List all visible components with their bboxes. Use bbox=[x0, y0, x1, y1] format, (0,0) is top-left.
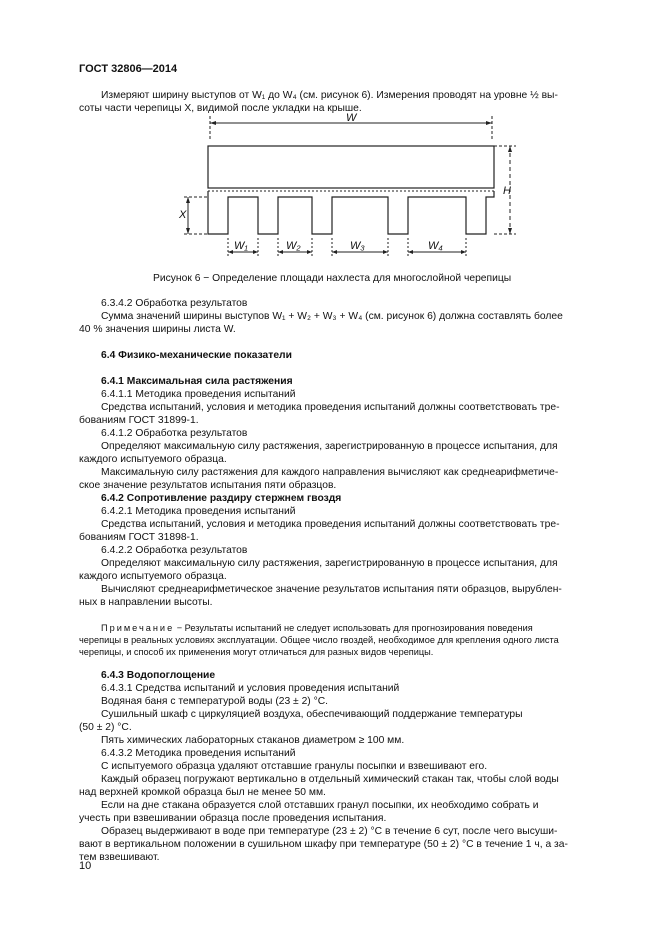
section-6432-p2-line-1: Каждый образец погружают вертикально в отдельный химический стакан так, чтобы слой воды bbox=[101, 774, 559, 785]
intro-line-2: соты части черепицы X, видимой после укладки на крыше. bbox=[79, 103, 362, 114]
section-6431-beakers: Пять химических лабораторных стаканов диаметром ≥ 100 мм. bbox=[101, 735, 405, 746]
note-line-1 bbox=[101, 622, 533, 634]
section-64-heading: 6.4 Физико-механические показатели bbox=[101, 350, 292, 361]
label-x: X bbox=[179, 209, 187, 221]
section-6342-line-1: Сумма значений ширины выступов W₁ + W₂ + W₃ + W₄ (см. рисунок 6) должна составлять более bbox=[101, 311, 563, 322]
label-w3: W₃ bbox=[350, 240, 365, 252]
section-6422-p1-line-2: каждого испытуемого образца. bbox=[79, 571, 227, 582]
section-6432-heading: 6.4.3.2 Методика проведения испытаний bbox=[101, 748, 296, 759]
figure-6-shingle-diagram bbox=[170, 112, 530, 262]
figure-caption: Рисунок 6 − Определение площади нахлеста для многослойной черепицы bbox=[153, 273, 512, 284]
section-6421-line-2: бованиям ГОСТ 31898-1. bbox=[79, 532, 199, 543]
note-line-3: черепицы, и способ их применения могут отличаться для разных видов черепицы. bbox=[79, 647, 434, 657]
page-number: 10 bbox=[79, 860, 92, 872]
section-6422-heading: 6.4.2.2 Обработка результатов bbox=[101, 545, 248, 556]
shingle-tabs-outline bbox=[208, 191, 494, 234]
label-w2: W₂ bbox=[286, 240, 301, 252]
section-641-heading: 6.4.1 Максимальная сила растяжения bbox=[101, 376, 293, 387]
section-6432-p2-line-2: над верхней кромкой образца был не менее 50 мм. bbox=[79, 787, 326, 798]
section-6422-p2-line-2: ных в направлении высоты. bbox=[79, 597, 213, 608]
section-6342-heading: 6.3.4.2 Обработка результатов bbox=[101, 298, 248, 309]
section-6431-water-bath: Водяная баня с температурой воды (23 ± 2) °C. bbox=[101, 696, 328, 707]
section-6411-line-2: бованиям ГОСТ 31899-1. bbox=[79, 415, 199, 426]
note-line-2: черепицы в реальных условиях эксплуатации. Общее число гвоздей, необходимое для крепления одного листа bbox=[79, 635, 559, 645]
section-6432-p1: С испытуемого образца удаляют отставшие гранулы посыпки и взвешивают его. bbox=[101, 761, 488, 772]
standard-header: ГОСТ 32806—2014 bbox=[79, 63, 178, 75]
section-6431-oven-line-1: Сушильный шкаф с циркуляцией воздуха, обеспечивающий поддержание температуры bbox=[101, 709, 523, 720]
section-6342-line-2: 40 % значения ширины листа W. bbox=[79, 324, 236, 335]
section-6412-heading: 6.4.1.2 Обработка результатов bbox=[101, 428, 248, 439]
section-6412-p1-line-2: каждого испытуемого образца. bbox=[79, 454, 227, 465]
section-6412-p2-line-1: Максимальную силу растяжения для каждого направления вычисляют как среднеарифметиче- bbox=[101, 467, 559, 478]
section-6432-p3-line-2: учесть при взвешивании образца после проведения испытания. bbox=[79, 813, 387, 824]
section-6412-p1-line-1: Определяют максимальную силу растяжения, зарегистрированную в процессе испытания, для bbox=[101, 441, 558, 452]
section-6431-oven-line-2: (50 ± 2) °C. bbox=[79, 722, 132, 733]
section-6431-heading: 6.4.3.1 Средства испытаний и условия проведения испытаний bbox=[101, 683, 400, 694]
label-w4: W₄ bbox=[428, 240, 443, 252]
shingle-top-strip bbox=[208, 146, 494, 188]
section-6421-heading: 6.4.2.1 Методика проведения испытаний bbox=[101, 506, 296, 517]
section-6422-p2-line-1: Вычисляют среднеарифметическое значение результатов испытания пяти образцов, вырублен- bbox=[101, 584, 562, 595]
section-643-heading: 6.4.3 Водопоглощение bbox=[101, 670, 216, 681]
note-text: − Результаты испытаний не следует использовать для прогнозирования поведения bbox=[174, 623, 533, 633]
section-6422-p1-line-1: Определяют максимальную силу растяжения, зарегистрированную в процессе испытания, для bbox=[101, 558, 558, 569]
label-w: W bbox=[346, 112, 357, 124]
intro-line-1: Измеряют ширину выступов от W₁ до W₄ (см. рисунок 6). Измерения проводят на уровне ½ вы- bbox=[101, 90, 558, 101]
section-6411-heading: 6.4.1.1 Методика проведения испытаний bbox=[101, 389, 296, 400]
section-6432-p4-line-2: вают в вертикальном положении в сушильном шкафу при температуре (50 ± 2) °C в течение 1 ч, а за- bbox=[79, 839, 568, 850]
section-6411-line-1: Средства испытаний, условия и методика проведения испытаний должны соответствовать тре- bbox=[101, 402, 560, 413]
section-6432-p4-line-3: тем взвешивают. bbox=[79, 852, 160, 863]
note-label: Примечание bbox=[101, 623, 175, 633]
section-6432-p4-line-1: Образец выдерживают в воде при температуре (23 ± 2) °C в течение 6 сут, после чего высуши- bbox=[101, 826, 558, 837]
label-w1: W₁ bbox=[234, 240, 248, 252]
section-6432-p3-line-1: Если на дне стакана образуется слой отставших гранул посыпки, их необходимо собрать и bbox=[101, 800, 539, 811]
section-642-heading: 6.4.2 Сопротивление раздиру стержнем гвоздя bbox=[101, 493, 342, 504]
section-6421-line-1: Средства испытаний, условия и методика проведения испытаний должны соответствовать тре- bbox=[101, 519, 560, 530]
label-h: H bbox=[503, 185, 511, 197]
section-6412-p2-line-2: ское значение результатов испытания пяти образцов. bbox=[79, 480, 337, 491]
